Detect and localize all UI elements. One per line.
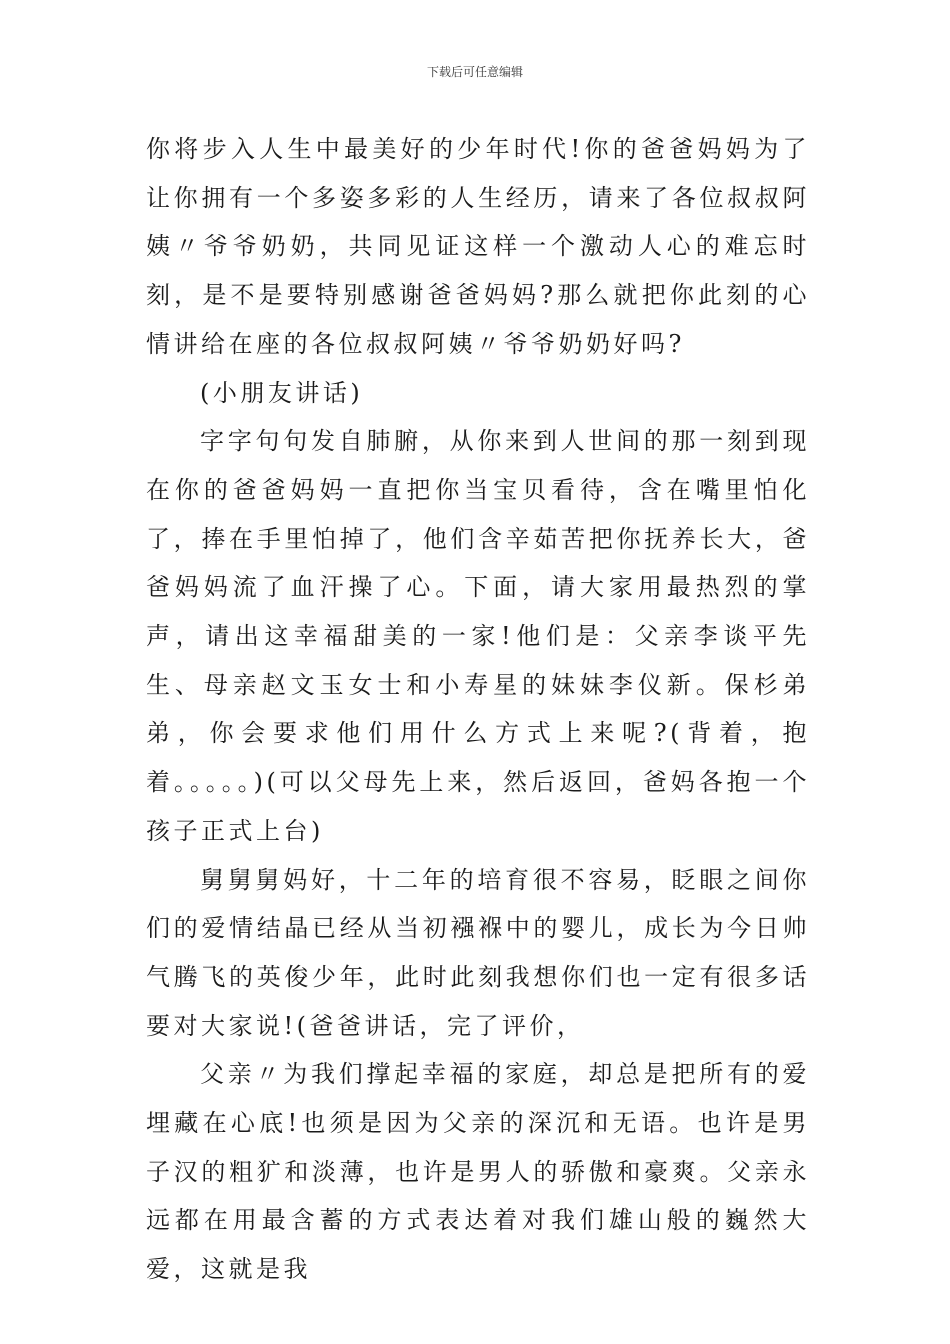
document-body: [146, 125, 810, 1294]
paragraph-4: 舅舅舅妈好，十二年的培育很不容易，眨眼之间你们的爱情结晶已经从当初襁褓中的婴儿，成长为今日帅气腾飞的英俊少年，此时此刻我想你们也一定有很多话要对大家说!(爸爸讲话，完了评价，: [146, 865, 810, 1040]
paragraph-1: 你将步入人生中最美好的少年时代!你的爸爸妈妈为了让你拥有一个多姿多彩的人生经历，请来了各位叔叔阿姨〃爷爷奶奶，共同见证这样一个激动人心的难忘时刻，是不是要特别感谢爸爸妈妈?那么就把你此刻的心情讲给在座的各位叔叔阿姨〃爷爷奶奶好吗?: [146, 135, 810, 358]
page-header-note: 下载后可任意编辑: [426, 65, 523, 79]
paragraph-2: (小朋友讲话): [200, 378, 364, 407]
paragraph-5: 父亲〃为我们撑起幸福的家庭，却总是把所有的爱埋藏在心底!也须是因为父亲的深沉和无语。也许是男子汉的粗犷和淡薄，也许是男人的骄傲和豪爽。父亲永远都在用最含蓄的方式表达着对我们雄山般的巍然大爱，这就是我: [146, 1060, 810, 1284]
paragraph-3: 字字句句发自肺腑，从你来到人世间的那一刻到现在你的爸爸妈妈一直把你当宝贝看待，含在嘴里怕化了，捧在手里怕掉了，他们含辛茹苦把你抚养长大，爸爸妈妈流了血汗操了心。下面，请大家用最热烈的掌声，请出这幸福甜美的一家!他们是：父亲李谈平先生、母亲赵文玉女士和小寿星的妹妹李仪新。保杉弟弟，你会要求他们用什么方式上来呢?(背着，抱着。。。。。)(可以父母先上来，然后返回，爸妈各抱一个孩子正式上台): [146, 427, 810, 845]
